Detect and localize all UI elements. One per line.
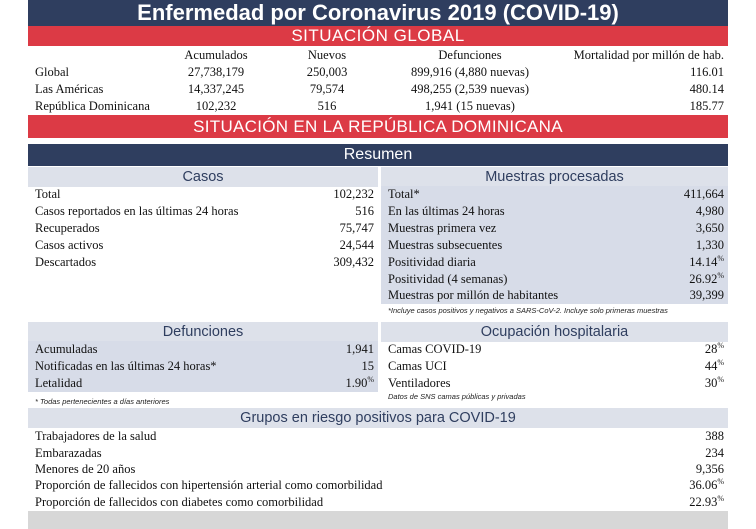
- casos-value: 24,544: [339, 238, 374, 252]
- muestras-label: Positividad (4 semanas): [388, 272, 508, 286]
- value-number: 22.93: [689, 495, 718, 509]
- row-name: Global: [35, 65, 70, 79]
- row-mortalidad: 480.14: [689, 82, 724, 96]
- list-item: [28, 254, 378, 271]
- list-item: [28, 237, 378, 254]
- list-item: [28, 203, 378, 220]
- value-number: 28: [704, 342, 718, 356]
- row-nuevos: 250,003: [306, 65, 348, 79]
- list-item: [381, 220, 728, 237]
- percent-sign: %: [717, 341, 724, 350]
- riesgo-label: Trabajadores de la salud: [35, 429, 157, 443]
- muestras-label: Positividad diaria: [388, 255, 476, 269]
- header-nuevos: Nuevos: [307, 48, 347, 62]
- riesgo-value: 388: [705, 429, 724, 443]
- casos-label: Recuperados: [35, 221, 100, 235]
- list-item: [28, 341, 378, 358]
- defunciones-label: Notificadas en las últimas 24 horas*: [35, 359, 217, 373]
- percent-sign: %: [717, 271, 724, 280]
- header-defunciones: Defunciones: [438, 48, 502, 62]
- muestras-label: En las últimas 24 horas: [388, 204, 505, 218]
- row-mortalidad: 116.01: [690, 65, 724, 79]
- table-row: [28, 81, 728, 98]
- muestras-label: Muestras primera vez: [388, 221, 497, 235]
- muestras-label: Total*: [388, 187, 420, 201]
- riesgo-label: Menores de 20 años: [35, 462, 136, 476]
- percent-sign: %: [717, 375, 724, 384]
- riesgo-label: Proporción de fallecidos con hipertensión arterial como comorbilidad: [35, 478, 383, 492]
- percent-sign: %: [367, 375, 374, 384]
- list-item: [28, 461, 728, 478]
- list-item: [28, 186, 378, 203]
- casos-label: Casos reportados en las últimas 24 horas: [35, 204, 239, 218]
- row-defunciones: 1,941 (15 nuevas): [425, 99, 515, 113]
- list-item: [381, 271, 728, 288]
- table-row: [28, 98, 728, 115]
- defunciones-value: [345, 375, 374, 392]
- riesgo-value: [689, 494, 724, 511]
- casos-label: Casos activos: [35, 238, 104, 252]
- muestras-value: 3,650: [695, 221, 724, 235]
- list-item: [28, 477, 728, 494]
- defunciones-value: 15: [361, 359, 374, 373]
- value-number: 36.06: [689, 478, 718, 492]
- ocupacion-label: Camas UCI: [388, 359, 447, 373]
- header-mortalidad: Mortalidad por millón de hab.: [573, 48, 724, 62]
- defunciones-footnote: * Todas pertenecientes a días anteriores: [35, 397, 170, 406]
- list-item: [381, 341, 728, 358]
- resumen-header: Resumen: [28, 144, 728, 166]
- casos-heading: Casos: [28, 167, 378, 187]
- row-name: Las Américas: [35, 82, 104, 96]
- rd-situation-banner: SITUACIÓN EN LA REPÚBLICA DOMINICANA: [28, 115, 728, 138]
- row-name: República Dominicana: [35, 99, 150, 113]
- list-item: [381, 186, 728, 203]
- defunciones-label: Acumuladas: [35, 342, 98, 356]
- row-acumulados: 102,232: [195, 99, 237, 113]
- ocupacion-footnote: Datos de SNS camas públicas y privadas: [388, 392, 526, 401]
- casos-value: 516: [355, 204, 374, 218]
- list-item: [381, 237, 728, 254]
- table-row: [28, 64, 728, 81]
- bottom-bar: [28, 511, 728, 529]
- ocupacion-value: [705, 375, 724, 392]
- value-number: 1.90: [345, 376, 368, 390]
- casos-value: 75,747: [339, 221, 374, 235]
- muestras-value: 1,330: [695, 238, 724, 252]
- list-item: [28, 494, 728, 511]
- riesgo-label: Embarazadas: [35, 446, 102, 460]
- row-defunciones: 498,255 (2,539 nuevas): [410, 82, 530, 96]
- list-item: [28, 428, 728, 445]
- defunciones-value: 1,941: [345, 342, 374, 356]
- row-acumulados: 14,337,245: [187, 82, 245, 96]
- percent-sign: %: [717, 358, 724, 367]
- riesgo-value: [689, 477, 724, 494]
- list-item: [381, 375, 728, 392]
- riesgo-heading: Grupos en riesgo positivos para COVID-19: [28, 408, 728, 428]
- defunciones-heading: Defunciones: [28, 322, 378, 342]
- riesgo-label: Proporción de fallecidos con diabetes como comorbilidad: [35, 495, 324, 509]
- ocupacion-value: [705, 341, 724, 358]
- list-item: [381, 254, 728, 271]
- casos-value: 309,432: [333, 255, 374, 269]
- list-item: [381, 203, 728, 220]
- global-table-header: [28, 47, 728, 64]
- list-item: [28, 445, 728, 462]
- percent-sign: %: [717, 254, 724, 263]
- muestras-value: [689, 271, 724, 288]
- list-item: [28, 358, 378, 375]
- global-situation-banner: SITUACIÓN GLOBAL: [28, 26, 728, 46]
- muestras-label: Muestras subsecuentes: [388, 238, 503, 252]
- muestras-label: Muestras por millón de habitantes: [388, 288, 559, 302]
- value-number: 30: [704, 376, 718, 390]
- ocupacion-label: Ventiladores: [388, 376, 451, 390]
- riesgo-value: 234: [705, 446, 724, 460]
- ocupacion-value: [705, 358, 724, 375]
- riesgo-value: 9,356: [695, 462, 724, 476]
- percent-sign: %: [717, 477, 724, 486]
- ocupacion-label: Camas COVID-19: [388, 342, 482, 356]
- casos-label: Descartados: [35, 255, 97, 269]
- muestras-value: [689, 254, 724, 271]
- list-item: [28, 220, 378, 237]
- muestras-value: 411,664: [683, 187, 724, 201]
- muestras-heading: Muestras procesadas: [381, 167, 728, 187]
- row-defunciones: 899,916 (4,880 nuevas): [410, 65, 530, 79]
- row-mortalidad: 185.77: [689, 99, 724, 113]
- row-nuevos: 79,574: [309, 82, 345, 96]
- muestras-footnote: *Incluye casos positivos y negativos a SARS-CoV-2. Incluye solo primeras muestras: [388, 306, 668, 315]
- list-item: [381, 358, 728, 375]
- casos-value: 102,232: [333, 187, 374, 201]
- header-acumulados: Acumulados: [184, 48, 248, 62]
- muestras-value: 39,399: [689, 288, 724, 302]
- ocupacion-heading: Ocupación hospitalaria: [381, 322, 728, 342]
- list-item: [381, 287, 728, 304]
- defunciones-label: Letalidad: [35, 376, 83, 390]
- value-number: 14.14: [689, 255, 718, 269]
- list-item: [28, 375, 378, 392]
- value-number: 44: [704, 359, 718, 373]
- value-number: 26.92: [689, 272, 718, 286]
- row-nuevos: 516: [317, 99, 337, 113]
- percent-sign: %: [717, 494, 724, 503]
- report-title: Enfermedad por Coronavirus 2019 (COVID-19): [28, 0, 728, 26]
- row-acumulados: 27,738,179: [187, 65, 245, 79]
- casos-label: Total: [35, 187, 61, 201]
- muestras-value: 4,980: [695, 204, 724, 218]
